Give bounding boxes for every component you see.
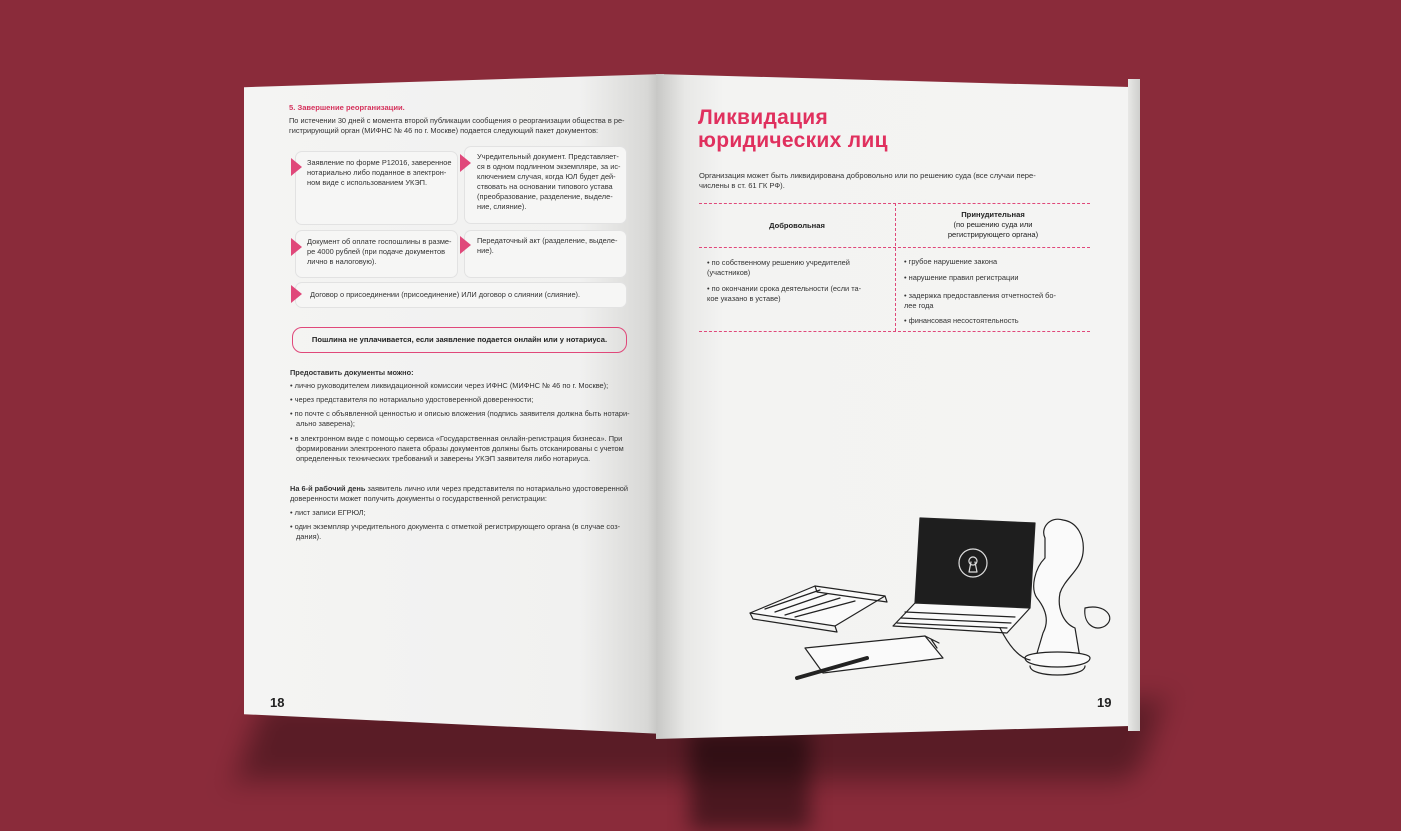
card-text-2-4: ствовать на основании типового устава — [477, 182, 613, 191]
page-number-right: 19 — [1097, 695, 1112, 710]
arrow-marker-icon — [291, 238, 302, 256]
card-text-2-2: ся в одном подлинном экземпляре, за ис- — [477, 162, 621, 171]
provide-item: формировании электронного пакета образы документов должны быть отсканированы с учетом — [296, 444, 624, 453]
table-cell: • нарушение правил регистрации — [904, 273, 1019, 282]
card-text-3-2: ре 4000 рублей (при подаче документов — [307, 247, 446, 256]
day6-line-2: доверенности может получить документы о государственной регистрации: — [290, 494, 547, 503]
day6-rest: заявитель лично или через представителя по нотариально удостоверенной — [365, 484, 629, 493]
table-cell: кое указано в уставе) — [707, 294, 781, 303]
card-text-2-5: (преобразование, разделение, выделе- — [477, 192, 613, 201]
arrow-marker-icon — [291, 158, 302, 176]
table-cell: • задержка предоставления отчетностей бо- — [904, 291, 1056, 300]
table-cell: лее года — [904, 301, 934, 310]
provide-item: определенных технических требований и заверены УКЭП заявителя либо нотариуса. — [296, 454, 591, 463]
provide-title: Предоставить документы можно: — [290, 368, 414, 377]
title-line-2: юридических лиц — [698, 129, 888, 152]
card-text-1-1: Заявление по форме Р12016, заверенное — [307, 158, 452, 167]
table-cell: • по собственному решению учредителей — [707, 258, 850, 267]
intro-line-1: По истечении 30 дней с момента второй публикации сообщения о реорганизации общества в ре- — [289, 116, 625, 125]
col-head-forced-sub-2: регистрирующего органа) — [947, 230, 1039, 239]
provide-item: • по почте с объявленной ценностью и описью вложения (подпись заявителя должна быть нотари- — [290, 409, 630, 418]
table-cell: • грубое нарушение закона — [904, 257, 998, 266]
provide-item: • в электронном виде с помощью сервиса «Государственная онлайн-регистрация бизнеса». При — [290, 434, 623, 443]
intro-line-2: гистрирующий орган (МИФНС № 46 по г. Москве) подается следующий пакет документов: — [289, 126, 599, 135]
title-line-1: Ликвидация — [698, 106, 829, 129]
table-cell: (участников) — [707, 268, 751, 277]
receive-item: • лист записи ЕГРЮЛ; — [290, 508, 366, 517]
arrow-marker-icon — [291, 285, 302, 303]
provide-item: • лично руководителем ликвидационной комиссии через ИФНС (МИФНС № 46 по г. Москве); — [290, 381, 609, 390]
page-title — [698, 106, 888, 152]
arrow-marker-icon — [460, 236, 471, 254]
right-intro-1: Организация может быть ликвидирована добровольно или по решению суда (все случаи пере- — [699, 171, 1036, 180]
table-bottom-border — [699, 331, 1090, 332]
day6-line-1 — [290, 484, 628, 494]
fee-note: Пошлина не уплачивается, если заявление подается онлайн или у нотариуса. — [292, 327, 627, 353]
card-text-1-3: ном виде с использованием УКЭП. — [307, 178, 428, 187]
card-text-4-1: Передаточный акт (разделение, выделе- — [477, 236, 618, 245]
section-title: 5. Завершение реорганизации. — [289, 103, 405, 112]
right-intro-2: числены в ст. 61 ГК РФ). — [699, 181, 785, 190]
card-text-2-6: ние, слияние). — [477, 202, 527, 211]
receive-item: • один экземпляр учредительного документа с отметкой регистрирующего органа (в случае соз- — [290, 522, 621, 531]
card-text-2-1: Учредительный документ. Представляет- — [477, 152, 619, 161]
card-text-1-2: нотариально либо поданное в электрон- — [307, 168, 447, 177]
table-cell: • финансовая несостоятельность — [904, 316, 1019, 325]
provide-item: ально заверена); — [296, 419, 355, 428]
arrow-marker-icon — [460, 154, 471, 172]
laptop-book-chess-illustration — [745, 508, 1145, 698]
card-text-4-2: ние). — [477, 246, 494, 255]
spine-shadow — [690, 730, 810, 830]
card-text-3-3: лично в налоговую). — [307, 257, 377, 266]
provide-item: • через представителя по нотариально удостоверенной доверенности; — [290, 395, 534, 404]
day6-bold: На 6-й рабочий день — [290, 484, 366, 493]
card-text-3-1: Документ об оплате госпошлины в разме- — [307, 237, 452, 246]
table-cell: • по окончании срока деятельности (если та- — [707, 284, 862, 293]
receive-item: дания). — [296, 532, 322, 541]
col-head-forced-sub-1: (по решению суда или — [953, 220, 1033, 229]
card-text-2-3: ключением случая, когда ЮЛ будет дей- — [477, 172, 616, 181]
col-head-voluntary: Добровольная — [769, 221, 825, 230]
page-number-left: 18 — [270, 695, 285, 710]
col-head-forced: Принудительная — [961, 210, 1025, 219]
card-text-5-1: Договор о присоединении (присоединение) ИЛИ договор о слиянии (слияние). — [310, 290, 581, 299]
